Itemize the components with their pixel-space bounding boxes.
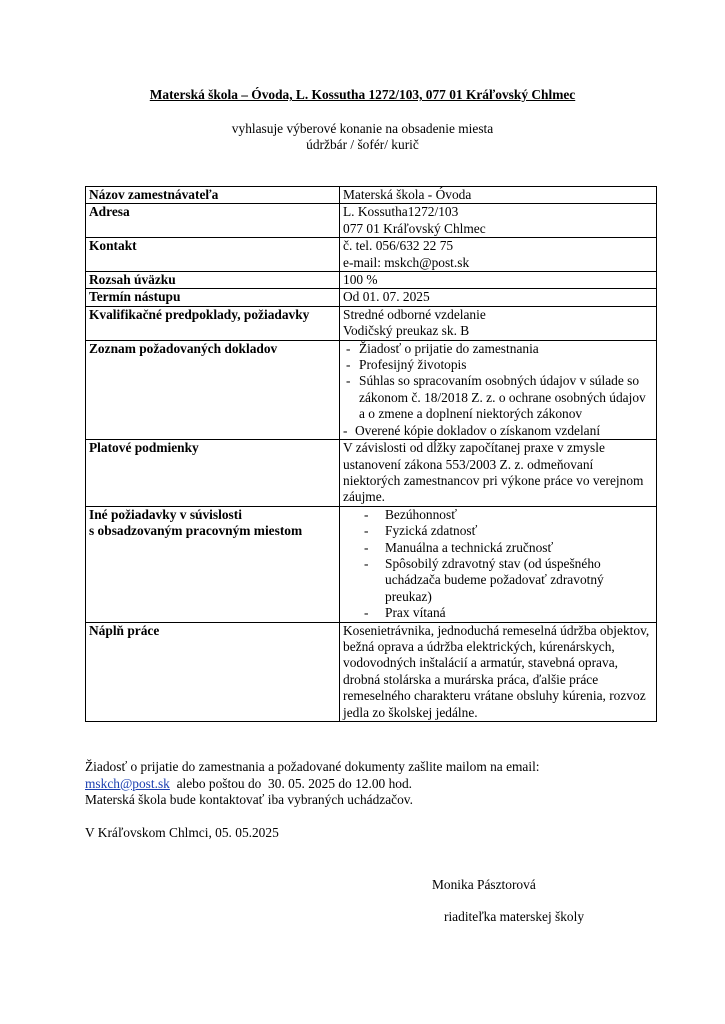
list-item-text: Žiadosť o prijatie do zamestnania — [359, 340, 539, 356]
list-item-text: Prax vítaná — [385, 605, 446, 621]
documents-list — [343, 341, 653, 439]
job-info-table — [85, 186, 657, 722]
table-row-address — [86, 204, 657, 238]
list-item-text: Fyzická zdatnosť — [385, 523, 478, 539]
row-value: Materská škola - Óvoda — [340, 187, 657, 204]
table-row-other-requirements — [86, 506, 657, 622]
row-value — [340, 306, 657, 340]
list-item-text: Súhlas so spracovaním osobných údajov v súlade so zákonom č. 18/2018 Z. z. o ochrane osobných údajov a o zmene a doplnení niektorých zákonov — [359, 373, 646, 422]
contact-phone: č. tel. 056/632 22 75 — [343, 238, 454, 254]
page-title: Materská škola – Óvoda, L. Kossutha 1272/103, 077 01 Kráľovský Chlmec — [149, 87, 576, 102]
email-link[interactable]: mskch@post.sk — [85, 775, 170, 791]
list-item: - Súhlas so spracovaním osobných údajov v súlade so zákonom č. 18/2018 Z. z. o ochrane osobných údajov a o zmene a doplnení niektorých zákonov — [346, 373, 646, 422]
row-label: Platové podmienky — [86, 440, 340, 507]
table-row-duties — [86, 622, 657, 721]
row-label: Rozsah úväzku — [86, 272, 340, 289]
other-label-line-1: Iné požiadavky v súvislosti — [89, 506, 242, 522]
table-row-employer — [86, 187, 657, 204]
row-label — [86, 506, 340, 622]
row-value — [340, 340, 657, 439]
table-row-qualification — [86, 306, 657, 340]
row-label: Zoznam požadovaných dokladov — [86, 340, 340, 439]
qualification-line-1: Stredné odborné vzdelanie — [343, 306, 486, 322]
address-line-2: 077 01 Kráľovský Chlmec — [343, 220, 486, 236]
table-row-salary — [86, 440, 657, 507]
list-item: - Manuálna a technická zručnosť — [364, 539, 554, 555]
intro — [0, 121, 725, 153]
list-item-text: Bezúhonnosť — [385, 506, 457, 522]
row-value: Od 01. 07. 2025 — [340, 289, 657, 306]
list-item-text: Spôsobilý zdravotný stav (od úspešného uchádzača budeme požadovať zdravotný preukaz) — [385, 555, 604, 604]
list-item: - Žiadosť o prijatie do zamestnania — [346, 340, 539, 356]
list-item: - Bezúhonnosť — [364, 506, 457, 522]
list-item-text: Manuálna a technická zručnosť — [385, 539, 554, 555]
position-title: údržbár / šofér/ kurič — [306, 137, 419, 152]
qualification-line-2: Vodičský preukaz sk. B — [343, 323, 470, 339]
signer-name: Monika Pásztorová — [432, 877, 536, 892]
row-value — [340, 506, 657, 622]
row-label: Termín nástupu — [86, 289, 340, 306]
list-item: - Profesijný životopis — [346, 357, 467, 373]
row-label: Kvalifikačné predpoklady, požiadavky — [86, 306, 340, 340]
requirements-list — [343, 507, 653, 622]
row-label: Názov zamestnávateľa — [86, 187, 340, 204]
list-item-text: Overené kópie dokladov o získanom vzdelaní — [355, 422, 601, 438]
list-item: - Fyzická zdatnosť — [364, 523, 478, 539]
table-row-contact — [86, 238, 657, 272]
instructions-line-1: Žiadosť o prijatie do zamestnania a požadované dokumenty zašlite mailom na email: — [85, 759, 540, 774]
other-label-line-2: s obsadzovaným pracovným miestom — [89, 523, 303, 539]
row-value: V závislosti od dĺžky započítanej praxe v zmysle ustanovení zákona 553/2003 Z. z. odmeňovaní niektorých zamestnancov pri výkone práce vo verejnom záujme. — [340, 440, 657, 507]
instructions-line-2 — [85, 776, 657, 793]
contact-email: e-mail: mskch@post.sk — [343, 254, 470, 270]
deadline-text: alebo poštou do 30. 05. 2025 do 12.00 hod. — [169, 775, 413, 791]
table-row-documents — [86, 340, 657, 439]
list-item-text: Profesijný životopis — [359, 357, 467, 373]
row-label: Kontakt — [86, 238, 340, 272]
list-item: - Prax vítaná — [364, 605, 446, 621]
table-row-workload — [86, 272, 657, 289]
place-date: V Kráľovskom Chlmci, 05. 05.2025 — [85, 825, 279, 840]
signer-role: riaditeľka materskej školy — [444, 909, 585, 924]
row-value — [340, 238, 657, 272]
intro-line-1: vyhlasuje výberové konanie na obsadenie miesta — [231, 121, 494, 136]
list-item: - Overené kópie dokladov o získanom vzdelaní — [343, 422, 601, 438]
address-line-1: L. Kossutha1272/103 — [343, 204, 459, 220]
instructions-line-3: Materská škola bude kontaktovať iba vybraných uchádzačov. — [85, 792, 413, 807]
row-value: 100 % — [340, 272, 657, 289]
application-instructions — [85, 759, 657, 809]
row-label: Náplň práce — [86, 622, 340, 721]
row-value — [340, 204, 657, 238]
row-label: Adresa — [86, 204, 340, 238]
table-row-start — [86, 289, 657, 306]
row-value: Kosenietrávnika, jednoduchá remeselná údržba objektov, bežná oprava a údržba elektrických, kúrenárskych, vodovodných inštalácií a armatúr, stavebná oprava, drobná stolárska a murárska práca, ďalšie práce remeselného charakteru vrátane obsluhy kúrenia, rozvoz jedla zo školskej jedálne. — [340, 622, 657, 721]
list-item: - Spôsobilý zdravotný stav (od úspešného uchádzača budeme požadovať zdravotný preukaz) — [364, 555, 604, 604]
